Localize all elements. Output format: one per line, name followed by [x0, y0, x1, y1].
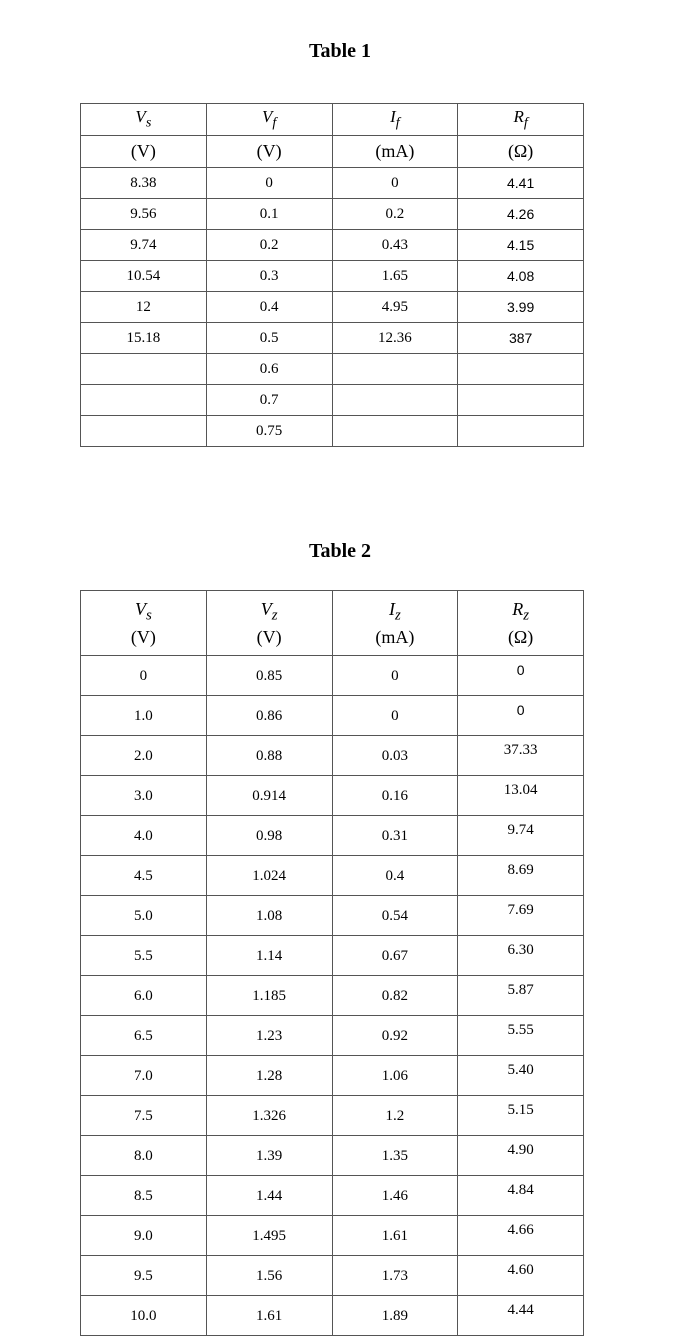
- header-unit: (Ω): [507, 627, 534, 648]
- table-cell: 10.54: [81, 261, 207, 292]
- table-cell: 1.14: [206, 936, 332, 976]
- table-cell: 1.28: [206, 1056, 332, 1096]
- table-cell: 0.1: [206, 199, 332, 230]
- table-row: [81, 736, 584, 776]
- table1-header-vs: [81, 104, 207, 136]
- table-cell: 0.75: [206, 416, 332, 447]
- table-row: [81, 1216, 584, 1256]
- table-row: [81, 776, 584, 816]
- table2-title: Table 2: [308, 540, 372, 562]
- table1-title: Table 1: [308, 40, 372, 62]
- header-symbol: V: [135, 107, 146, 127]
- table-cell: [458, 354, 584, 385]
- table-cell: 0.98: [206, 816, 332, 856]
- table-row: [81, 856, 584, 896]
- table-row: [81, 1256, 584, 1296]
- table-cell: 0.31: [332, 816, 458, 856]
- table-cell: [81, 354, 207, 385]
- table-row: [81, 1056, 584, 1096]
- table-cell: 6.5: [81, 1016, 207, 1056]
- header-symbol: V: [134, 598, 146, 619]
- table-cell: 4.84: [458, 1176, 584, 1216]
- table-row: [81, 354, 584, 385]
- table-cell: 1.326: [206, 1096, 332, 1136]
- table-cell: 4.26: [458, 199, 584, 230]
- table-cell: 4.08: [458, 261, 584, 292]
- header-unit: (V): [130, 627, 156, 648]
- table-row: [81, 1296, 584, 1336]
- table-cell: 5.5: [81, 936, 207, 976]
- table-cell: 1.44: [206, 1176, 332, 1216]
- table-cell: 0.85: [206, 656, 332, 696]
- table-cell: 4.95: [332, 292, 458, 323]
- table-cell: 5.87: [458, 976, 584, 1016]
- header-symbol: V: [261, 107, 273, 127]
- table1-header-symbol-row: [81, 104, 584, 136]
- table-cell: 4.15: [458, 230, 584, 261]
- table-cell: 1.495: [206, 1216, 332, 1256]
- table-row: [81, 385, 584, 416]
- table1-header-if: [332, 104, 458, 136]
- table-cell: 0.86: [206, 696, 332, 736]
- table-cell: [81, 416, 207, 447]
- table-cell: 2.0: [81, 736, 207, 776]
- table1-unit-vs: (V): [81, 136, 207, 168]
- table-cell: 0.43: [332, 230, 458, 261]
- table-cell: 0: [206, 168, 332, 199]
- table-row: [81, 816, 584, 856]
- table-row: [81, 168, 584, 199]
- table-cell: 1.56: [206, 1256, 332, 1296]
- header-subscript: s: [145, 607, 152, 624]
- table-cell: 0.88: [206, 736, 332, 776]
- header-unit: (V): [256, 627, 282, 648]
- table1-body: [81, 168, 584, 447]
- table-cell: 4.90: [458, 1136, 584, 1176]
- header-subscript: s: [145, 114, 152, 131]
- table2-header-vz: [206, 591, 332, 656]
- table-cell: 0.2: [206, 230, 332, 261]
- table-row: [81, 1096, 584, 1136]
- table-cell: 3.99: [458, 292, 584, 323]
- header-subscript: z: [271, 607, 278, 624]
- table-cell: 1.46: [332, 1176, 458, 1216]
- table-row: [81, 416, 584, 447]
- table-cell: 12: [81, 292, 207, 323]
- header-symbol: R: [512, 598, 524, 619]
- table-row: [81, 1136, 584, 1176]
- table-cell: 0: [332, 656, 458, 696]
- table-cell: 0.03: [332, 736, 458, 776]
- table-row: [81, 656, 584, 696]
- table-cell: 0.7: [206, 385, 332, 416]
- table-cell: 5.0: [81, 896, 207, 936]
- table-cell: 6.0: [81, 976, 207, 1016]
- table2: [80, 590, 584, 1336]
- table-cell: 1.23: [206, 1016, 332, 1056]
- table-cell: 0.16: [332, 776, 458, 816]
- table-cell: 1.35: [332, 1136, 458, 1176]
- table-cell: 13.04: [458, 776, 584, 816]
- table-cell: 0.5: [206, 323, 332, 354]
- table-cell: 8.38: [81, 168, 207, 199]
- table-cell: [332, 416, 458, 447]
- table-cell: [458, 416, 584, 447]
- table-cell: 0.4: [206, 292, 332, 323]
- table-cell: 12.36: [332, 323, 458, 354]
- table-cell: 0.6: [206, 354, 332, 385]
- table-cell: 3.0: [81, 776, 207, 816]
- table-cell: 1.61: [332, 1216, 458, 1256]
- table-row: [81, 323, 584, 354]
- table-cell: 0: [81, 656, 207, 696]
- table-cell: 4.44: [458, 1296, 584, 1336]
- table-cell: 0: [332, 168, 458, 199]
- table-cell: 1.0: [81, 696, 207, 736]
- header-subscript: f: [395, 114, 400, 131]
- table-cell: 0.2: [332, 199, 458, 230]
- table-cell: 4.66: [458, 1216, 584, 1256]
- header-symbol: R: [513, 107, 524, 127]
- table-cell: 1.73: [332, 1256, 458, 1296]
- table-cell: 1.024: [206, 856, 332, 896]
- table-cell: 7.0: [81, 1056, 207, 1096]
- table-cell: 37.33: [458, 736, 584, 776]
- table-cell: 8.0: [81, 1136, 207, 1176]
- table-cell: 9.0: [81, 1216, 207, 1256]
- table-cell: 1.39: [206, 1136, 332, 1176]
- table-cell: 9.74: [458, 816, 584, 856]
- table-row: [81, 1176, 584, 1216]
- header-subscript: f: [272, 114, 277, 131]
- table-cell: [332, 385, 458, 416]
- table-cell: 15.18: [81, 323, 207, 354]
- table-cell: 1.08: [206, 896, 332, 936]
- table-cell: 6.30: [458, 936, 584, 976]
- table-cell: 387: [458, 323, 584, 354]
- table1-unit-vf: (V): [206, 136, 332, 168]
- table-cell: 1.61: [206, 1296, 332, 1336]
- table-cell: 5.55: [458, 1016, 584, 1056]
- header-symbol: I: [388, 598, 395, 619]
- table-cell: 4.0: [81, 816, 207, 856]
- table-cell: 7.69: [458, 896, 584, 936]
- table1: [80, 103, 584, 447]
- table-row: [81, 896, 584, 936]
- table-row: [81, 696, 584, 736]
- table-cell: 0.82: [332, 976, 458, 1016]
- table-cell: [458, 385, 584, 416]
- table-cell: 1.89: [332, 1296, 458, 1336]
- table-cell: 0.54: [332, 896, 458, 936]
- table-cell: 1.185: [206, 976, 332, 1016]
- table-cell: 9.56: [81, 199, 207, 230]
- table-row: [81, 292, 584, 323]
- table-cell: 5.15: [458, 1096, 584, 1136]
- table-cell: 8.5: [81, 1176, 207, 1216]
- table-cell: 0.67: [332, 936, 458, 976]
- table-row: [81, 936, 584, 976]
- header-symbol: I: [390, 107, 396, 127]
- header-subscript: z: [523, 607, 530, 624]
- table-cell: 1.06: [332, 1056, 458, 1096]
- table1-header-unit-row: [81, 136, 584, 168]
- table2-body: [81, 656, 584, 1336]
- table-row: [81, 199, 584, 230]
- table-cell: 9.74: [81, 230, 207, 261]
- table2-header-row: [81, 591, 584, 656]
- header-unit: (mA): [375, 627, 415, 648]
- table2-header-rz: [458, 591, 584, 656]
- table-cell: 9.5: [81, 1256, 207, 1296]
- header-symbol: V: [260, 598, 272, 619]
- table1-header-vf: [206, 104, 332, 136]
- table-cell: 0.914: [206, 776, 332, 816]
- table-cell: 0.92: [332, 1016, 458, 1056]
- table-cell: 4.60: [458, 1256, 584, 1296]
- table1-unit-if: (mA): [332, 136, 458, 168]
- table1-header-rf: [458, 104, 584, 136]
- table-cell: 8.69: [458, 856, 584, 896]
- header-subscript: z: [394, 607, 401, 624]
- table-cell: 0: [332, 696, 458, 736]
- table-cell: 0.4: [332, 856, 458, 896]
- table-cell: 7.5: [81, 1096, 207, 1136]
- table2-header-iz: [332, 591, 458, 656]
- header-subscript: f: [523, 114, 528, 131]
- table1-unit-rf: (Ω): [458, 136, 584, 168]
- table-cell: [81, 385, 207, 416]
- table-cell: 4.5: [81, 856, 207, 896]
- table-row: [81, 976, 584, 1016]
- table-cell: 0.3: [206, 261, 332, 292]
- table-cell: 10.0: [81, 1296, 207, 1336]
- table-row: [81, 1016, 584, 1056]
- table-cell: [332, 354, 458, 385]
- table-cell: 0: [458, 696, 584, 736]
- table-cell: 1.65: [332, 261, 458, 292]
- table-row: [81, 230, 584, 261]
- table-row: [81, 261, 584, 292]
- table-cell: 0: [458, 656, 584, 696]
- table-cell: 1.2: [332, 1096, 458, 1136]
- table-cell: 4.41: [458, 168, 584, 199]
- table2-header-vs: [81, 591, 207, 656]
- table-cell: 5.40: [458, 1056, 584, 1096]
